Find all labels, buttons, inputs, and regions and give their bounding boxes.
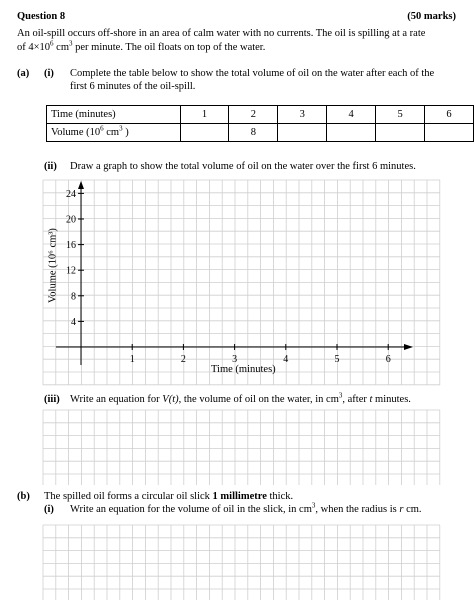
part-b-i-label: (i) [44,504,54,515]
y-tick-label: 20 [66,214,76,226]
y-axis-arrow [78,181,84,189]
graph-axes [56,181,413,365]
x-axis-arrow [404,344,413,350]
time-cell: 3 [278,106,327,124]
x-tick-label: 1 [129,354,135,365]
y-tick-label: 4 [71,316,76,328]
marks-label: (50 marks) [407,11,456,22]
time-cell: 1 [180,106,229,124]
part-a-i-line-1: Complete the table below to show the total volume of oil on the water after each of the [70,68,435,79]
part-a-ii-label: (ii) [44,161,57,172]
answer-grid-b-i[interactable] [43,525,440,600]
part-a-iii-label: (iii) [44,394,60,405]
time-cell: 6 [425,106,474,124]
part-b-text: The spilled oil forms a circular oil slick 1 millimetre thick. [44,491,294,502]
answer-grid-iii[interactable] [43,410,440,485]
time-cell: 2 [229,106,278,124]
part-a-ii-text: Draw a graph to show the total volume of oil on the water over the first 6 minutes. [70,161,416,172]
part-a-i-line-2: first 6 minutes of the oil-spill. [70,81,196,92]
y-tick-label: 8 [71,291,76,303]
graph-grid[interactable] [43,180,440,385]
x-tick-label: 4 [283,354,289,365]
x-tick-label: 2 [180,354,186,365]
part-b-i-text: Write an equation for the volume of oil in the slick, in $cm^3$, when the radius is r cm. [70,501,422,515]
y-tick-label: 12 [66,265,76,277]
y-tick-label: 24 [66,188,76,200]
volume-answer-cell[interactable]: 8 [229,124,278,142]
part-a-iii-text: Write an equation for V(t), the volume of oil on the water, in $cm^3$, after t minutes. [70,391,411,405]
intro-line-2: of $4\times 10^6$ $cm^3$ per minute. The oil floats on top of the water. [17,39,266,53]
x-tick-label: 6 [385,354,391,365]
intro-line-1: An oil-spill occurs off-shore in an area of calm water with no currents. The oil is spilling at a rate [17,28,426,39]
time-header-cell: Time (minutes) [47,106,181,124]
x-tick-label: 3 [232,354,238,365]
part-a-i-label: (i) [44,68,54,79]
y-tick-label: 16 [66,240,76,252]
graph-y-label: Volume (10⁶ cm³) [47,228,59,303]
time-cell: 4 [327,106,376,124]
graph-x-label: Time (minutes) [211,364,276,375]
part-a-label: (a) [17,68,30,79]
volume-header-cell: Volume ($10^6$ $cm^3$ ) [47,124,181,142]
x-tick-label: 5 [334,354,340,365]
time-cell: 5 [376,106,425,124]
part-b-label: (b) [17,491,30,502]
question-title: Question 8 [17,11,66,22]
